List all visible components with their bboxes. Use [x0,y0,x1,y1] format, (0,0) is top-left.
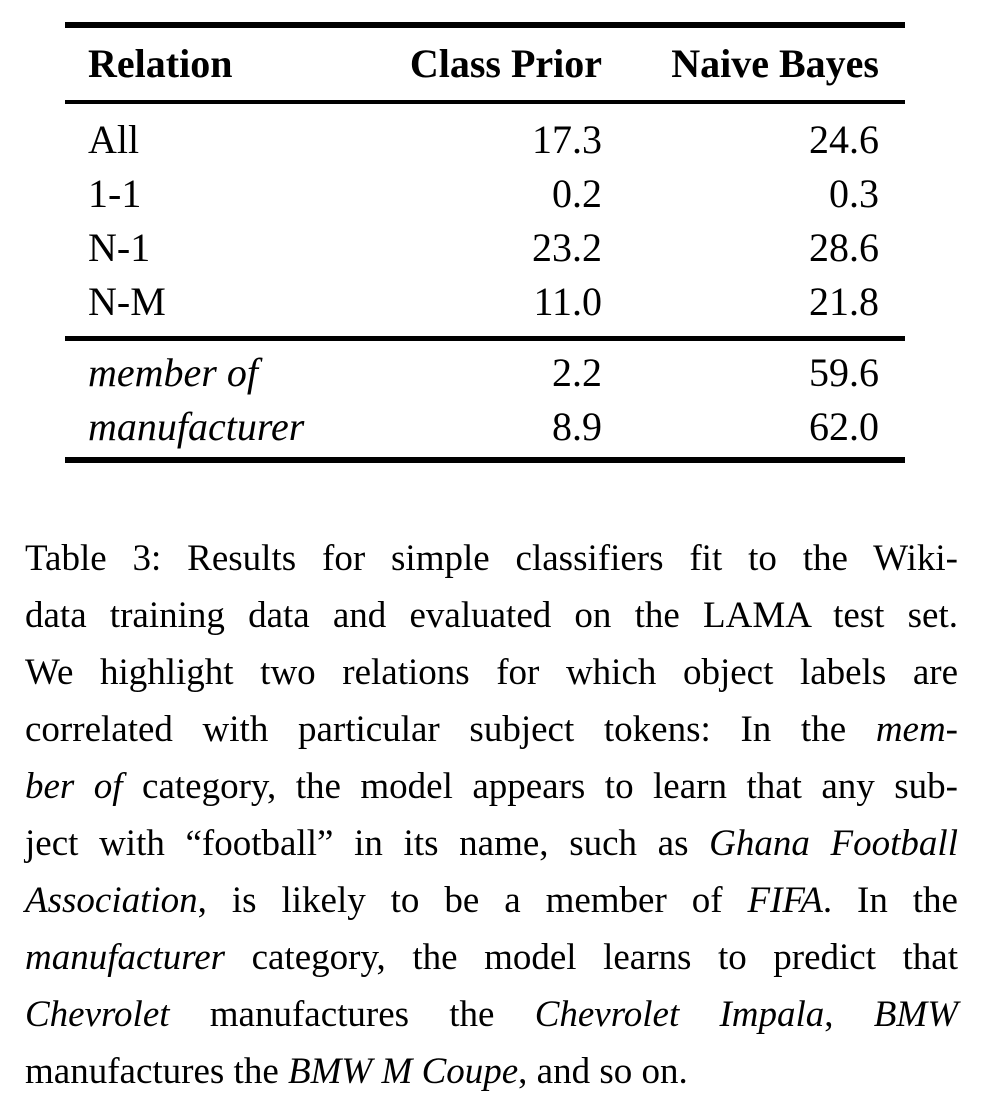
table-header [65,25,905,102]
table-body-highlighted [65,339,905,461]
caption-line [25,530,958,587]
caption-line [25,587,958,644]
relation-cell: 1-1 [88,171,142,216]
relation-cell: N-M [88,279,166,324]
caption-text: data training data and evaluated on the LAMA test set. [25,595,958,636]
caption-text: Table 3: Results for simple classifiers fit to the Wiki- [25,538,958,579]
caption-text: correlated with particular subject tokens: In the [25,709,876,750]
class-prior-cell: 2.2 [552,350,602,395]
caption-italic-text: Ghana Football [709,823,958,864]
column-header-class-prior: Class Prior [409,41,602,86]
caption-line [25,644,958,701]
caption-line [25,929,958,986]
relation-cell: manufacturer [88,404,305,449]
table-row [65,400,905,460]
naive-bayes-cell: 59.6 [809,350,879,395]
results-table-block [65,22,905,463]
caption-line [25,758,958,815]
table-body-overall [65,102,905,339]
caption-text: . In the [822,880,958,921]
class-prior-cell: 17.3 [532,117,602,162]
naive-bayes-cell: 21.8 [809,279,879,324]
caption-line [25,872,958,929]
table-header-row [65,25,905,102]
table-row [65,339,905,401]
class-prior-cell: 11.0 [533,279,602,324]
caption-text: manufactures the [169,994,535,1035]
caption-italic-text: Chevrolet Impala [534,994,825,1035]
column-header-naive-bayes: Naive Bayes [671,41,879,86]
caption-italic-text: manufacturer [25,937,226,978]
caption-text: ject with “football” in its name, such as [25,823,710,864]
caption-line [25,1043,958,1100]
naive-bayes-cell: 24.6 [809,117,879,162]
caption-text: , and so on. [518,1051,688,1092]
caption-text: manufactures the [25,1051,288,1092]
relation-cell: member of [88,350,258,395]
caption-italic-text: ber of [25,766,123,807]
caption-italic-text: Association [25,880,198,921]
caption-italic-text: Chevrolet [25,994,170,1035]
naive-bayes-cell: 28.6 [809,225,879,270]
caption-line [25,815,958,872]
caption-text: , [824,994,874,1035]
relation-cell: N-1 [88,225,151,270]
results-table [65,22,905,463]
caption-italic-text: FIFA [747,880,823,921]
caption-text: category, the model learns to predict that [225,937,958,978]
caption-line [25,986,958,1043]
caption-line [25,701,958,758]
class-prior-cell: 0.2 [552,171,602,216]
naive-bayes-cell: 0.3 [829,171,879,216]
caption-text: category, the model appears to learn that any sub- [122,766,958,807]
caption-italic-text: BMW [873,994,959,1035]
table-row [65,102,905,167]
column-header-relation: Relation [88,41,233,86]
table-caption [25,530,958,1100]
caption-text: We highlight two relations for which object labels are [25,652,958,693]
class-prior-cell: 8.9 [552,404,602,449]
caption-italic-text: mem- [875,709,958,750]
table-row [65,221,905,275]
naive-bayes-cell: 62.0 [809,404,879,449]
table-row [65,167,905,221]
table-row [65,275,905,339]
relation-cell: All [88,117,140,162]
caption-text: , is likely to be a member of [197,880,748,921]
class-prior-cell: 23.2 [532,225,602,270]
caption-italic-text: BMW M Coupe [288,1051,519,1092]
